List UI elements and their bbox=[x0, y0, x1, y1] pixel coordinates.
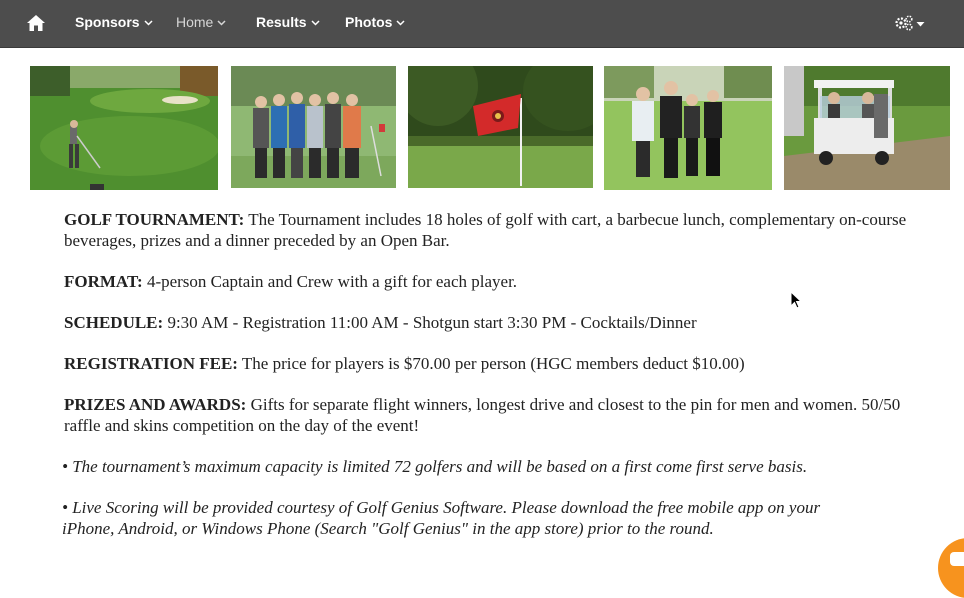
chevron-down-icon bbox=[396, 18, 405, 27]
tournament-paragraph bbox=[64, 209, 924, 251]
settings-menu-button[interactable] bbox=[894, 12, 926, 34]
caret-down-icon bbox=[916, 19, 925, 28]
capacity-note: • The tournament’s maximum capacity is limited 72 golfers and will be based on a first come first serve basis. bbox=[62, 457, 808, 476]
photo-strip bbox=[0, 65, 964, 191]
chevron-down-icon bbox=[311, 18, 320, 27]
home-icon[interactable] bbox=[26, 13, 46, 33]
nav-item-label: Home bbox=[176, 14, 214, 30]
nav-item-photos[interactable] bbox=[345, 14, 405, 30]
nav-item-label: Photos bbox=[345, 14, 393, 30]
nav-item-results[interactable] bbox=[256, 14, 320, 30]
format-label: FORMAT: bbox=[64, 272, 143, 291]
fee-paragraph bbox=[64, 353, 924, 374]
chat-icon bbox=[950, 552, 964, 566]
nav-item-label: Sponsors bbox=[75, 14, 140, 30]
format-paragraph bbox=[64, 271, 924, 292]
live-scoring-note: • Live Scoring will be provided courtesy of Golf Genius Software. Please download the free mobile app on your iPhone, Android, or Windows Phone (Search "Golf Genius" in the app store) prior to the round. bbox=[62, 498, 821, 538]
tournament-details bbox=[64, 209, 924, 559]
photo-golf-cart[interactable] bbox=[784, 66, 950, 190]
fee-label: REGISTRATION FEE: bbox=[64, 354, 238, 373]
prizes-text: Gifts for separate flight winners, longest drive and closest to the pin for men and women. 50/50 raffle and skins competition on the day of the event! bbox=[64, 395, 901, 435]
prizes-paragraph bbox=[64, 394, 924, 436]
mouse-cursor-icon bbox=[790, 291, 802, 309]
format-text: 4-person Captain and Crew with a gift for each player. bbox=[142, 272, 518, 291]
schedule-label: SCHEDULE: bbox=[64, 313, 164, 332]
chevron-down-icon bbox=[144, 18, 153, 27]
nav-item-sponsors[interactable] bbox=[75, 14, 153, 30]
tournament-label: GOLF TOURNAMENT: bbox=[64, 210, 245, 229]
prizes-label: PRIZES AND AWARDS: bbox=[64, 395, 247, 414]
schedule-text: 9:30 AM - Registration 11:00 AM - Shotgun start 3:30 PM - Cocktails/Dinner bbox=[163, 313, 697, 332]
fee-text: The price for players is $70.00 per person (HGC members deduct $10.00) bbox=[237, 354, 745, 373]
photo-golf-flag[interactable] bbox=[408, 66, 593, 188]
schedule-paragraph bbox=[64, 312, 924, 333]
top-navbar bbox=[0, 0, 964, 48]
chevron-down-icon bbox=[217, 18, 226, 27]
nav-item-home[interactable] bbox=[176, 14, 226, 30]
chat-button[interactable] bbox=[938, 538, 964, 598]
tournament-text: The Tournament includes 18 holes of golf with cart, a barbecue lunch, complementary on-course beverages, prizes and a dinner preceded by an Open Bar. bbox=[64, 210, 907, 250]
photo-four-players[interactable] bbox=[604, 66, 772, 190]
photo-golfer-swinging[interactable] bbox=[30, 66, 218, 190]
gears-icon bbox=[894, 14, 914, 32]
nav-item-label: Results bbox=[256, 14, 307, 30]
photo-group-of-golfers[interactable] bbox=[231, 66, 396, 188]
